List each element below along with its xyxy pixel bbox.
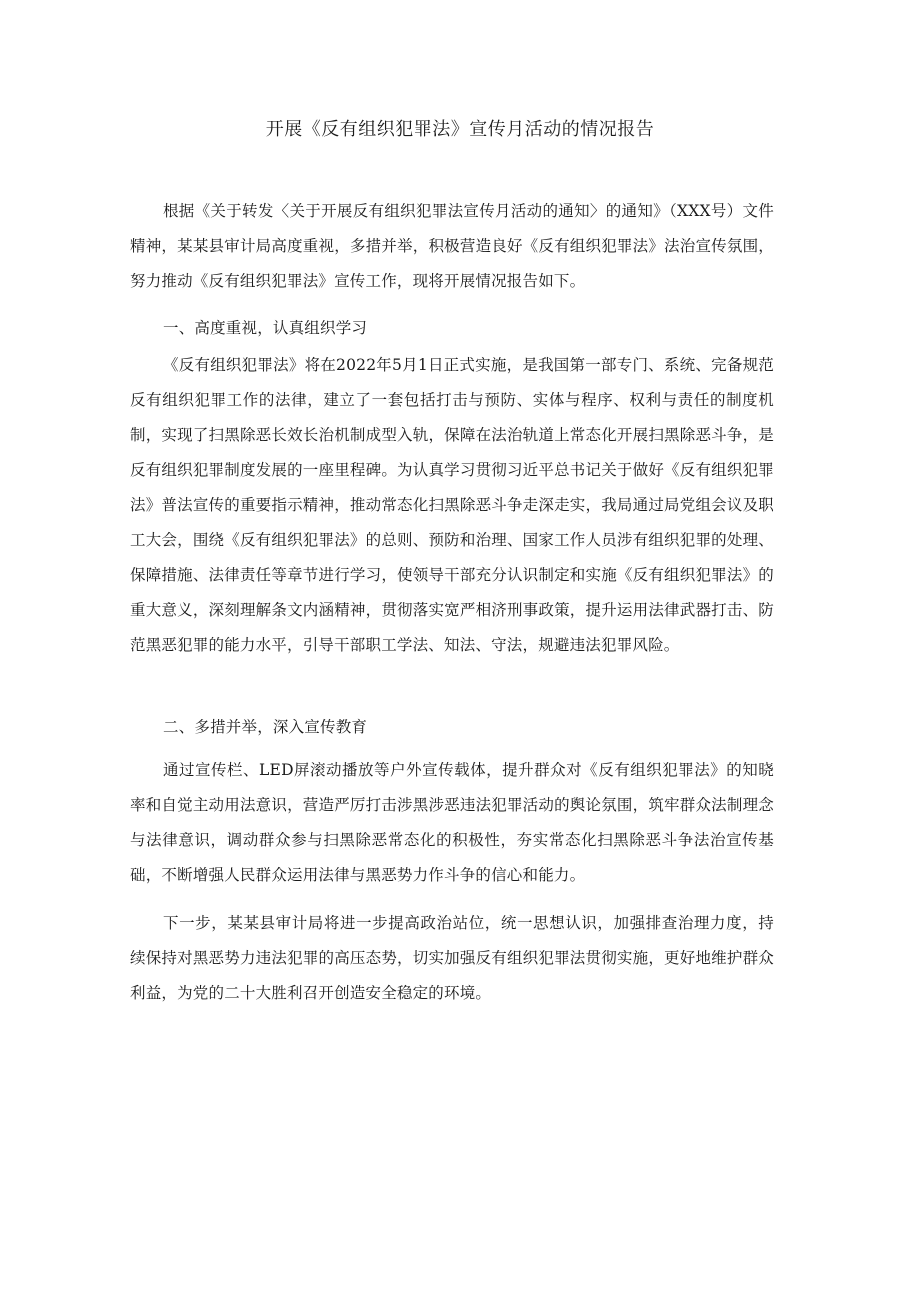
- section-1-heading: 一、高度重视，认真组织学习: [163, 319, 368, 337]
- intro-paragraph: 根据《关于转发〈关于开展反有组织犯罪法宣传月活动的通知〉的通知》（XXX号）文件精神，某某县审计局高度重视，多措并举，积极营造良好《反有组织犯罪法》法治宣传氛围，努力推动《反有组织犯罪法》宣传工作，现将开展情况报告如下。: [130, 202, 774, 290]
- section-1-paragraph: 《反有组织犯罪法》将在2022年5月1日正式实施，是我国第一部专门、系统、完备规范反有组织犯罪工作的法律，建立了一套包括打击与预防、实体与程序、权利与责任的制度机制，实现了扫黑除恶长效长治机制成型入轨，保障在法治轨道上常态化开展扫黑除恶斗争，是反有组织犯罪制度发展的一座里程碑。为认真学习贯彻习近平总书记关于做好《反有组织犯罪法》普法宣传的重要指示精神，推动常态化扫黑除恶斗争走深走实，我局通过局党组会议及职工大会，围绕《反有组织犯罪法》的总则、预防和治理、国家工作人员涉有组织犯罪的处理、保障措施、法律责任等章节进行学习，使领导干部充分认识制定和实施《反有组织犯罪法》的重大意义，深刻理解条文内涵精神，贯彻落实宽严相济刑事政策，提升运用法律武器打击、防范黑恶犯罪的能力水平，引导干部职工学法、知法、守法，规避违法犯罪风险。: [130, 356, 774, 654]
- next-steps-paragraph: 下一步，某某县审计局将进一步提高政治站位，统一思想认识，加强排查治理力度，持续保持对黑恶势力违法犯罪的高压态势，切实加强反有组织犯罪法贯彻实施，更好地维护群众利益，为党的二十大胜利召开创造安全稳定的环境。: [130, 914, 774, 1002]
- document-title: 开展《反有组织犯罪法》宣传月活动的情况报告: [265, 119, 655, 140]
- section-2-paragraph: 通过宣传栏、LED屏滚动播放等户外宣传载体，提升群众对《反有组织犯罪法》的知晓率和自觉主动用法意识，营造严厉打击涉黑涉恶违法犯罪活动的舆论氛围，筑牢群众法制理念与法律意识，调动群众参与扫黑除恶常态化的积极性，夯实常态化扫黑除恶斗争法治宣传基础，不断增强人民群众运用法律与黑恶势力作斗争的信心和能力。: [130, 761, 774, 884]
- section-2-heading: 二、多措并举，深入宣传教育: [163, 718, 368, 736]
